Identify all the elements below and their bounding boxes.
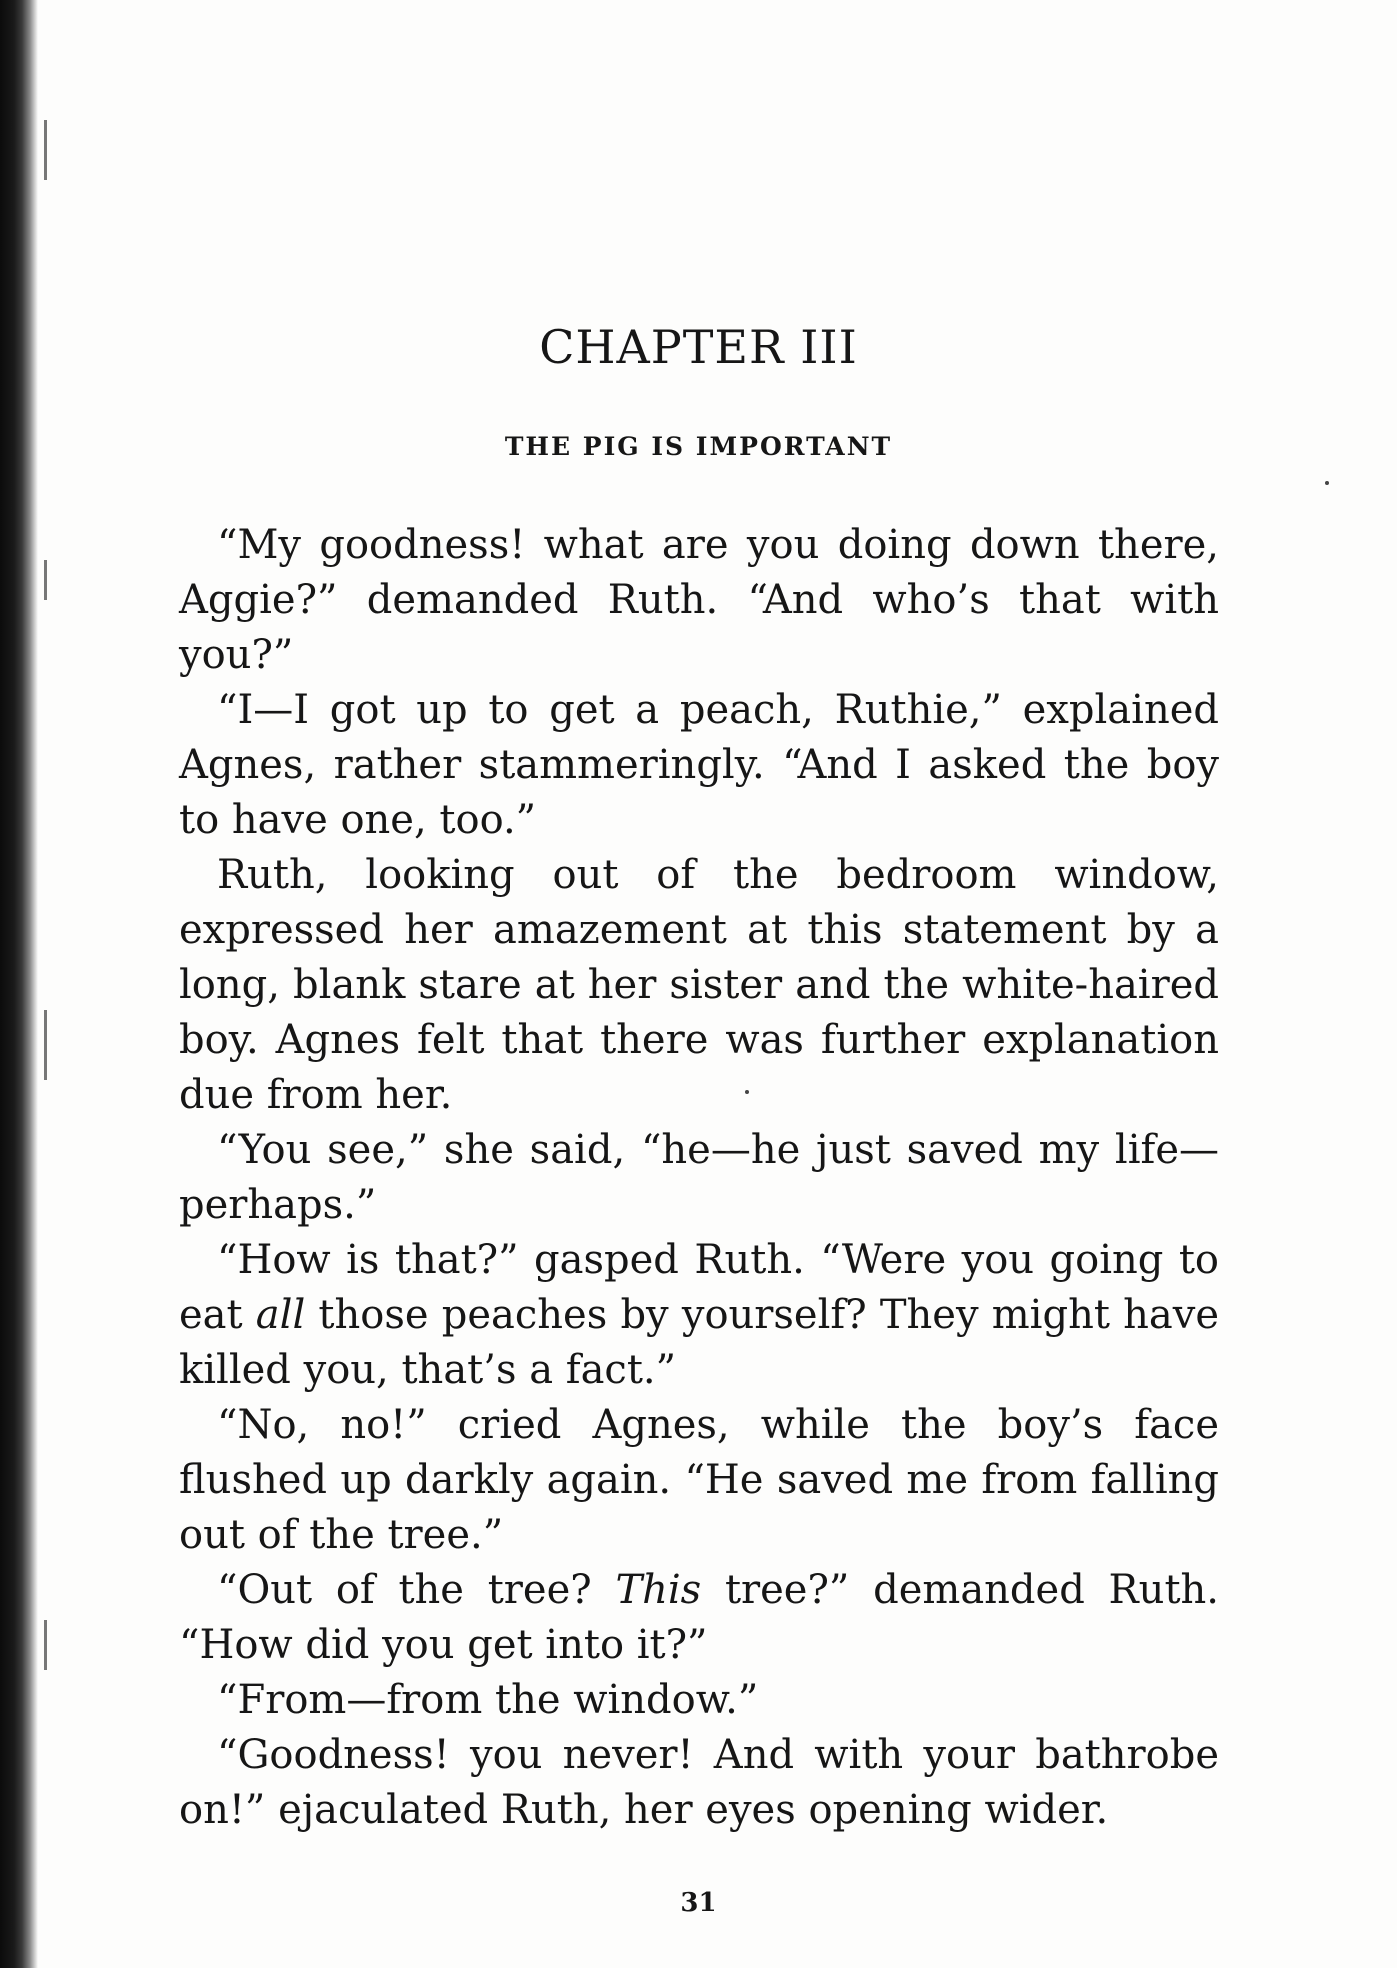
italic-text: This [615,1567,702,1613]
chapter-body-text [179,518,1219,1838]
binding-speck [44,1010,47,1080]
paragraph [179,1398,1219,1563]
paragraph-text: “I—I got up to get a peach, Ruthie,” explained Agnes, rather stammeringly. “And I asked the boy to have one, too.” [179,687,1219,843]
paragraph-text: “No, no!” cried Agnes, while the boy’s face flushed up darkly again. “He saved me from falling out of the tree.” [179,1402,1219,1558]
binding-speck [44,120,47,180]
chapter-heading: CHAPTER III [539,320,858,374]
scanned-binding-edge [0,0,38,1968]
binding-speck [44,1620,47,1670]
binding-speck [44,560,47,600]
paragraph [179,1233,1219,1398]
paragraph-text: “My goodness! what are you doing down there, Aggie?” demanded Ruth. “And who’s that with you?” [179,522,1219,678]
paper-speck [1325,481,1329,485]
paragraph [179,848,1219,1123]
paragraph-text: Ruth, looking out of the bedroom window, expressed her amazement at this statement by a long, blank stare at her sister and the white-haired boy. Agnes felt that there was further explanation due from her. [179,852,1219,1118]
paragraph [179,1728,1219,1838]
italic-text: all [255,1292,306,1338]
paragraph-text: “How is that?” gasped Ruth. “Were you going to eat [179,1237,1219,1338]
paragraph-text: “You see,” she said, “he—he just saved my life—perhaps.” [179,1127,1219,1228]
paragraph-text: “From—from the window.” [217,1677,759,1723]
chapter-subtitle: THE PIG IS IMPORTANT [504,432,893,461]
page-number: 31 [680,1888,717,1918]
paragraph [179,1563,1219,1673]
paragraph-text: those peaches by yourself? They might have killed you, that’s a fact.” [179,1292,1219,1393]
paragraph [179,683,1219,848]
paragraph [179,518,1219,683]
paragraph-text: “Goodness! you never! And with your bathrobe on!” ejaculated Ruth, her eyes opening wider. [179,1732,1219,1833]
paragraph [179,1123,1219,1233]
paragraph-text: “Out of the tree? [217,1567,616,1613]
paragraph [179,1673,1219,1728]
paragraph-text: tree?” demanded Ruth. “How did you get into it?” [179,1567,1219,1668]
